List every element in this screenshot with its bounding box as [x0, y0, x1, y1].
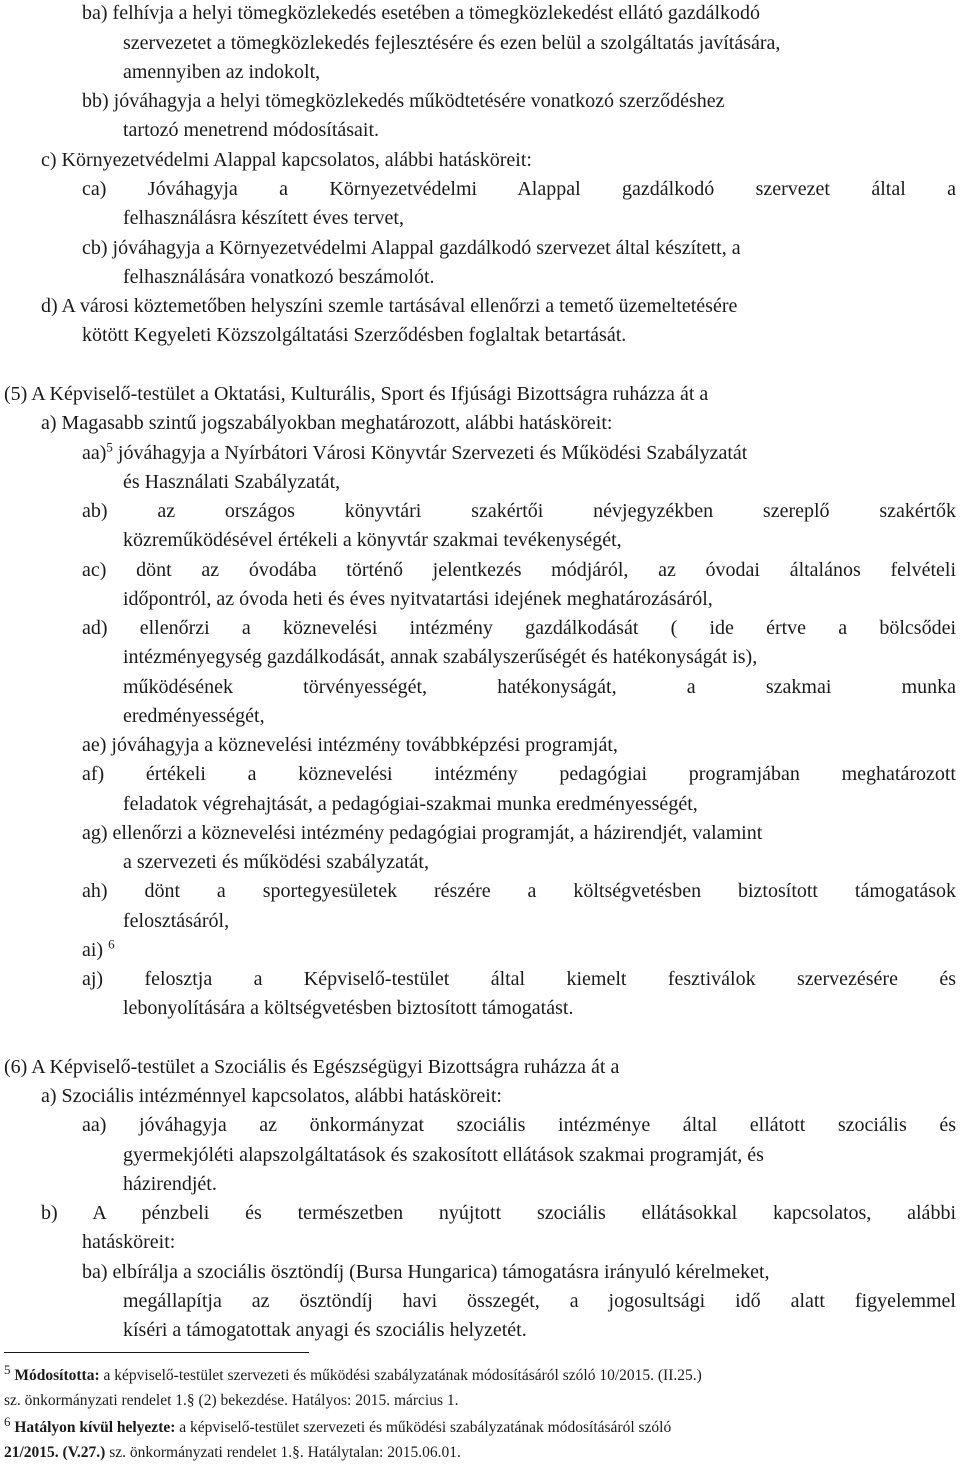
- list-item-ba: ba) felhívja a helyi tömegközlekedés esetében a tömegközlekedést ellátó gazdálkodó: [82, 2, 761, 24]
- text-line: megállapítja az ösztöndíj havi összegét, a jogosultsági idő alatt figyelemmel: [123, 1290, 956, 1312]
- footnote-divider: [4, 1352, 309, 1353]
- text-line: és Használati Szabályzatát,: [123, 471, 341, 493]
- footnote-text: sz. önkormányzati rendelet 1.§. Hatálytalan: 2015.06.01.: [105, 1444, 461, 1461]
- text-line: a szervezeti és működési szabályzatát,: [123, 851, 429, 873]
- text-line: tartozó menetrend módosításait.: [123, 119, 380, 141]
- text-line: szervezetet a tömegközlekedés fejlesztésére és ezen belül a szolgáltatás javítására,: [123, 32, 781, 54]
- text-line: felosztásáról,: [123, 910, 230, 932]
- list-item-b: b) A pénzbeli és természetben nyújtott szociális ellátásokkal kapcsolatos, alábbi: [41, 1202, 956, 1224]
- footnote-6: [4, 1413, 672, 1438]
- list-item-d: d) A városi köztemetőben helyszíni szemle tartásával ellenőrzi a temető üzemeltetésére: [41, 295, 738, 317]
- list-item-ba: ba) elbírálja a szociális ösztöndíj (Bursa Hungarica) támogatásra irányuló kérelmeket,: [82, 1261, 770, 1283]
- list-item-a: a) Magasabb szintű jogszabályokban meghatározott, alábbi hatásköreit:: [41, 412, 613, 434]
- list-item-cb: cb) jóváhagyja a Környezetvédelmi Alappal gazdálkodó szervezet által készített, a: [82, 237, 741, 259]
- list-item-ab: ab) az országos könyvtári szakértői névjegyzékben szereplő szakértők: [82, 500, 956, 522]
- footnote-number: 6: [4, 1413, 11, 1429]
- footnote-number: 5: [4, 1361, 11, 1377]
- list-item-aa: aa) jóváhagyja az önkormányzat szociális intézménye által ellátott szociális és: [82, 1114, 956, 1136]
- section-heading-5: (5) A Képviselő-testület a Oktatási, Kulturális, Sport és Ifjúsági Bizottságra ruházza át a: [4, 383, 709, 405]
- item-label: ai): [82, 939, 104, 961]
- list-item-ac: ac) dönt az óvodába történő jelentkezés módjáról, az óvodai általános felvételi: [82, 559, 956, 581]
- footnote-text: a képviselő-testület szervezeti és működési szabályzatának módosításáról szóló: [175, 1419, 672, 1436]
- list-item-ad: ad) ellenőrzi a köznevelési intézmény gazdálkodását ( ide értve a bölcsődei: [82, 617, 956, 639]
- text-line: felhasználásra készített éves tervet,: [123, 207, 404, 229]
- item-label: aa): [82, 442, 107, 464]
- text-line: házirendjét.: [123, 1173, 217, 1195]
- footnote-text: a képviselő-testület szervezeti és működési szabályzatának módosításáról szóló 10/2015. (II.25.): [99, 1367, 702, 1384]
- text-line: működésének törvényességét, hatékonyságát, a szakmai munka: [123, 676, 956, 698]
- footnote-ref-5[interactable]: 5: [106, 439, 113, 455]
- footnote-5: [4, 1361, 702, 1386]
- list-item-c: c) Környezetvédelmi Alappal kapcsolatos, alábbi hatásköreit:: [41, 149, 532, 171]
- text-line: feladatok végrehajtását, a pedagógiai-szakmai munka eredményességét,: [123, 793, 698, 815]
- text-line: kötött Kegyeleti Közszolgáltatási Szerződésben foglaltak betartását.: [82, 324, 627, 346]
- list-item-ai: [82, 937, 115, 963]
- list-item-aj: aj) felosztja a Képviselő-testület által kiemelt fesztiválok szervezésére és: [82, 968, 956, 990]
- footnote-label: Módosította:: [14, 1367, 100, 1384]
- text-line: kíséri a támogatottak anyagi és szociális helyzetét.: [123, 1319, 527, 1341]
- footnote-ref-rule: 21/2015. (V.27.): [4, 1444, 106, 1461]
- list-item-ca: ca) Jóváhagyja a Környezetvédelmi Alappal gazdálkodó szervezet által a: [82, 178, 956, 200]
- text-line: közreműködésével értékeli a könyvtár szakmai tevékenységét,: [123, 529, 622, 551]
- text-line: felhasználására vonatkozó beszámolót.: [123, 266, 435, 288]
- section-heading-6: (6) A Képviselő-testület a Szociális és Egészségügyi Bizottságra ruházza át a: [4, 1056, 620, 1078]
- footnote-ref-6[interactable]: 6: [108, 936, 115, 952]
- footnote-label: Hatályon kívül helyezte:: [14, 1419, 176, 1436]
- list-item-ah: ah) dönt a sportegyesületek részére a költségvetésben biztosított támogatások: [82, 880, 956, 902]
- list-item-ag: ag) ellenőrzi a köznevelési intézmény pedagógiai programját, a házirendjét, valamint: [82, 822, 763, 844]
- list-item-aa: [82, 440, 747, 466]
- text-line: intézményegység gazdálkodását, annak szabályszerűségét és hatékonyságát is),: [123, 646, 758, 668]
- list-item-bb: bb) jóváhagyja a helyi tömegközlekedés működtetésére vonatkozó szerződéshez: [82, 90, 725, 112]
- text-line: hatásköreit:: [82, 1231, 176, 1253]
- list-item-ae: ae) jóváhagyja a köznevelési intézmény továbbképzési programját,: [82, 734, 618, 756]
- item-text: jóváhagyja a Nyírbátori Városi Könyvtár Szervezeti és Működési Szabályzatát: [112, 442, 748, 464]
- list-item-af: af) értékeli a köznevelési intézmény pedagógiai programjában meghatározott: [82, 763, 956, 785]
- footnote-6-cont: [4, 1443, 461, 1463]
- text-line: gyermekjóléti alapszolgáltatások és szakosított ellátások szakmai programját, és: [123, 1144, 764, 1166]
- text-line: időpontról, az óvoda heti és éves nyitvatartási idejének meghatározásáról,: [123, 588, 713, 610]
- text-line: amennyiben az indokolt,: [123, 61, 321, 83]
- list-item-a: a) Szociális intézménnyel kapcsolatos, alábbi hatásköreit:: [41, 1085, 502, 1107]
- text-line: lebonyolítására a költségvetésben biztosított támogatást.: [123, 997, 574, 1019]
- footnote-5-cont: sz. önkormányzati rendelet 1.§ (2) bekezdése. Hatályos: 2015. március 1.: [4, 1392, 459, 1409]
- text-line: eredményességét,: [123, 705, 265, 727]
